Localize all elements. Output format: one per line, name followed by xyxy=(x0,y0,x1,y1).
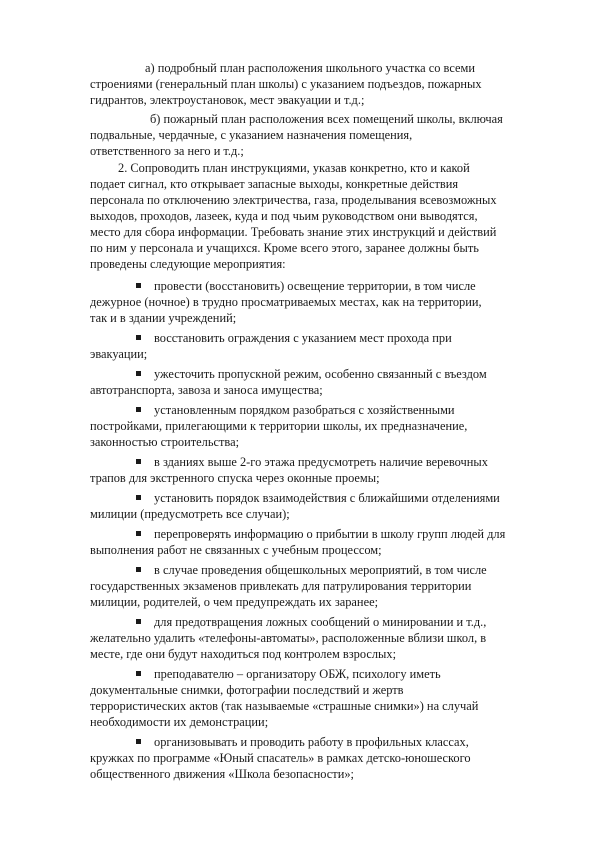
text-line: ответственного за него и т.д.; xyxy=(90,144,244,158)
text-line: документальные снимки, фотографии последствий и жертв xyxy=(90,683,404,697)
square-bullet-icon xyxy=(136,283,141,288)
text-line: ужесточить пропускной режим, особенно связанный с въездом xyxy=(154,367,487,381)
text-line: так и в здании учреждений; xyxy=(90,311,237,325)
text-line: кружках по программе «Юный спасатель» в рамках детско-юношеского xyxy=(90,751,471,765)
text-line: провести (восстановить) освещение территории, в том числе xyxy=(154,279,476,293)
square-bullet-icon xyxy=(136,567,141,572)
list-item xyxy=(90,734,560,782)
text-line: законностью строительства; xyxy=(90,435,240,449)
list-item xyxy=(90,526,560,558)
text-line: выходов, проходов, лазеек, куда и под чьим руководством они выводятся, xyxy=(90,209,478,223)
square-bullet-icon xyxy=(136,495,141,500)
square-bullet-icon xyxy=(136,671,141,676)
text-line: трапов для экстренного спуска через оконные проемы; xyxy=(90,471,380,485)
list-item xyxy=(90,330,560,362)
text-line: подает сигнал, кто открывает запасные выходы, конкретные действия xyxy=(90,177,459,191)
text-line: проведены следующие мероприятия: xyxy=(90,257,286,271)
text-line: в случае проведения общешкольных мероприятий, в том числе xyxy=(154,563,487,577)
text-line: перепроверять информацию о прибытии в школу групп людей для xyxy=(154,527,506,541)
square-bullet-icon xyxy=(136,407,141,412)
text-line: а) подробный план расположения школьного участка со всеми xyxy=(145,61,475,75)
text-line: персонала по отключению электричества, газа, проделывания всевозможных xyxy=(90,193,497,207)
list-item xyxy=(90,366,560,398)
text-line: дежурное (ночное) в трудно просматриваемых местах, как на территории, xyxy=(90,295,482,309)
text-line: б) пожарный план расположения всех помещений школы, включая xyxy=(150,112,503,126)
text-line: подвальные, чердачные, с указанием назначения помещения, xyxy=(90,128,413,142)
text-line: установить порядок взаимодействия с ближайшими отделениями xyxy=(154,491,500,505)
paragraph-2 xyxy=(90,160,560,272)
text-line: эвакуации; xyxy=(90,347,148,361)
text-line: гидрантов, электроустановок, мест эвакуации и т.д.; xyxy=(90,93,365,107)
list-item xyxy=(90,454,560,486)
text-line: общественного движения «Школа безопасности»; xyxy=(90,767,354,781)
text-line: милиции, родителей, о чем предупреждать их заранее; xyxy=(90,595,379,609)
list-item xyxy=(90,490,560,522)
square-bullet-icon xyxy=(136,459,141,464)
text-line: желательно удалить «телефоны-автоматы», расположенные вблизи школ, в xyxy=(90,631,487,645)
text-line: восстановить ограждения с указанием мест прохода при xyxy=(154,331,452,345)
text-line: постройками, прилегающими к территории школы, их предназначение, xyxy=(90,419,468,433)
list-item xyxy=(90,614,560,662)
paragraph-a xyxy=(90,60,560,108)
text-line: государственных экзаменов привлекать для патрулирования территории xyxy=(90,579,472,593)
text-line: в зданиях выше 2-го этажа предусмотреть наличие веревочных xyxy=(154,455,488,469)
list-item xyxy=(90,278,560,326)
square-bullet-icon xyxy=(136,619,141,624)
text-line: для предотвращения ложных сообщений о минировании и т.д., xyxy=(154,615,487,629)
list-item xyxy=(90,402,560,450)
paragraph-b xyxy=(90,111,560,159)
list-item xyxy=(90,666,560,730)
text-line: установленным порядком разобраться с хозяйственными xyxy=(154,403,455,417)
square-bullet-icon xyxy=(136,335,141,340)
text-line: по ним у персонала и учащихся. Кроме всего этого, заранее должны быть xyxy=(90,241,479,255)
text-line: автотранспорта, завоза и заноса имущества; xyxy=(90,383,323,397)
text-line: место для сбора информации. Требовать знание этих инструкций и действий xyxy=(90,225,497,239)
text-line: выполнения работ не связанных с учебным процессом; xyxy=(90,543,382,557)
list-item xyxy=(90,562,560,610)
square-bullet-icon xyxy=(136,739,141,744)
text-line: 2. Сопроводить план инструкциями, указав конкретно, кто и какой xyxy=(118,161,470,175)
square-bullet-icon xyxy=(136,531,141,536)
text-line: преподавателю – организатору ОБЖ, психологу иметь xyxy=(154,667,441,681)
measures-list xyxy=(90,278,560,782)
text-line: строениями (генеральный план школы) с указанием подъездов, пожарных xyxy=(90,77,482,91)
text-line: месте, где они будут находиться под контролем взрослых; xyxy=(90,647,397,661)
text-line: организовывать и проводить работу в профильных классах, xyxy=(154,735,469,749)
text-line: необходимости их демонстрации; xyxy=(90,715,269,729)
square-bullet-icon xyxy=(136,371,141,376)
text-line: милиции (предусмотреть все случаи); xyxy=(90,507,290,521)
text-line: террористических актов (так называемые «страшные снимки») на случай xyxy=(90,699,479,713)
